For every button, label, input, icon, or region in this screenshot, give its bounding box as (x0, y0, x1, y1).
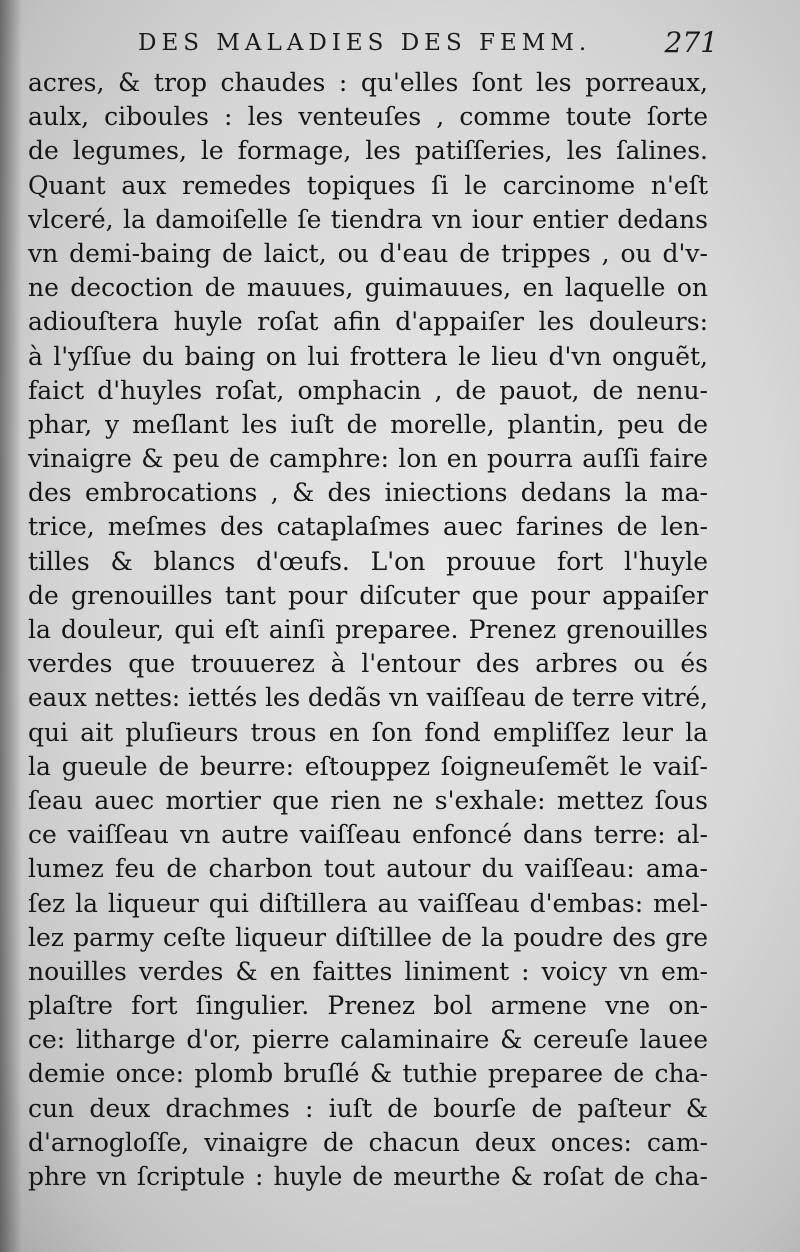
text-line: cun deux drachmes : iuſt de bourſe de paſteur & (28, 1093, 708, 1123)
text-line: ſez la liqueur qui diſtillera au vaiſſeau d'embas: mel- (28, 888, 708, 918)
text-line: trice, meſmes des cataplaſmes auec farines de len- (28, 512, 708, 542)
text-line: la gueule de beurre: eſtouppez ſoigneuſemẽt le vaiſ- (28, 751, 708, 781)
text-line: des embrocations , & des iniections dedans la ma- (28, 478, 708, 508)
text-line: lez parmy ceſte liqueur diſtillee de la poudre des gre (28, 922, 708, 952)
text-line: de legumes, le formage, les patiſſeries, les ſalines. (28, 136, 708, 166)
text-line: la douleur, qui eſt ainſi preparee. Prenez grenouilles (28, 615, 708, 644)
text-line: eaux nettes: iettés les dedãs vn vaiſſeau de terre vitré, (28, 683, 708, 713)
text-line: verdes que trouuerez à l'entour des arbres ou és (28, 649, 708, 679)
text-line: faict d'huyles roſat, omphacin , de pauot, de nenu- (28, 375, 708, 405)
text-line: phre vn ſcriptule : huyle de meurthe & roſat de cha- (28, 1162, 708, 1192)
text-line: plaſtre fort ſingulier. Prenez bol armene vne on- (28, 991, 708, 1021)
text-line: d'arnogloſſe, vinaigre de chacun deux onces: cam- (28, 1127, 708, 1157)
text-line: ce: litharge d'or, pierre calaminaire & cereuſe lauee (28, 1025, 708, 1055)
text-line: adiouſtera huyle roſat afin d'appaiſer les douleurs: (28, 307, 708, 337)
text-line: nouilles verdes & en faittes liniment : voicy vn em- (28, 956, 708, 986)
text-line: phar, y meſlant les iuſt de morelle, plantin, peu de (28, 409, 708, 439)
page-number: 271 (664, 26, 718, 59)
text-line: vlceré, la damoiſelle ſe tiendra vn iour entier dedans (28, 204, 708, 234)
text-line: acres, & trop chaudes : qu'elles ſont les porreaux, (28, 68, 708, 97)
text-line: qui ait pluſieurs trous en ſon fond empliſſez leur la (28, 717, 708, 747)
text-line: ce vaiſſeau vn autre vaiſſeau enfoncé dans terre: al- (28, 820, 708, 850)
gutter-shadow (0, 0, 22, 1252)
text-line: vn demi-baing de laict, ou d'eau de trippes , ou d'v- (28, 238, 708, 268)
text-line: tilles & blancs d'œufs. L'on prouue fort l'huyle (28, 546, 708, 576)
text-line: vinaigre & peu de camphre: lon en pourra auſſi faire (28, 444, 708, 474)
text-line: à l'yſſue du baing on lui frottera le lieu d'vn onguẽt, (28, 341, 708, 371)
text-line: Quant aux remedes topiques ſi le carcinome n'eſt (28, 170, 708, 200)
text-line: de grenouilles tant pour diſcuter que pour appaiſer (28, 580, 708, 610)
text-line: ſeau auec mortier que rien ne s'exhale: mettez ſous (28, 785, 708, 815)
text-line: ne decoction de mauues, guimauues, en laquelle on (28, 273, 708, 303)
running-title: DES MALADIES DES FEMM. (138, 30, 592, 56)
text-line: lumez feu de charbon tout autour du vaiſſeau: ama- (28, 854, 708, 884)
running-head (138, 26, 718, 66)
text-line: aulx, ciboules : les venteuſes , comme toute ſorte (28, 102, 708, 132)
body-text (28, 66, 708, 1194)
text-line: demie once: plomb bruſlé & tuthie preparee de cha- (28, 1059, 708, 1089)
